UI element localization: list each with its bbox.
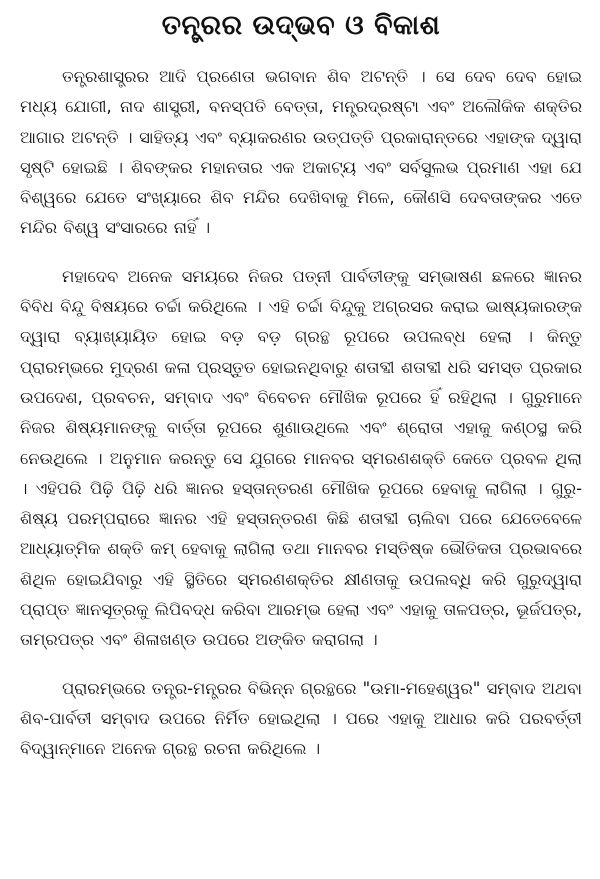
paragraph-3: ପ୍ରାରମ୍ଭରେ ତନ୍ତ୍ର-ମନ୍ତ୍ରର ବିଭିନ୍ନ ଗ୍ରନ୍ଥରେ "ଉମା-ମହେଶ୍ୱର" ସମ୍ବାଦ ଅଥବା ଶିବ-ପାର୍ବତୀ ସମ୍ବାଦ ଉପରେ ନିର୍ମିତ ହୋଇଥିଲା । ପରେ ଏହାକୁ ଆଧାର କରି ପରବର୍ତ୍ତୀ ବିଦ୍ୱାନ୍‌ମାନେ ଅନେକ ଗ୍ରନ୍ଥ ରଚନା କରିଥିଲେ । (20, 678, 582, 759)
page-title: ତନ୍ତ୍ରର ଉଦ୍ଭବ ଓ ବିକାଶ (161, 10, 441, 41)
paragraph-1: ତନ୍ତ୍ରଶାସ୍ତ୍ରର ଆଦି ପ୍ରଣେତା ଭଗବାନ ଶିବ ଅଟନ୍ତି । ସେ ଦେବ ଦେବ ହୋଇ ମଧ୍ୟ ଯୋଗୀ, ନାଦ ଶାସ୍ତ୍ରୀ, ବନସ୍ପତି ବେତ୍ତା, ମନ୍ତ୍ରଦ୍ରଷ୍ଟା ଏବଂ ଅଲୌକିକ ଶକ୍ତିର ଆଗାର ଅଟନ୍ତି । ସାହିତ୍ୟ ଏବଂ ବ୍ୟାକରଣର ଉତ୍ପତ୍ତି ପ୍ରକାରାନ୍ତରେ ଏହାଙ୍କ ଦ୍ୱାରା ସୃଷ୍ଟି ହୋଇଛି । ଶିବଙ୍କର ମହାନତାର ଏକ ଅକାଟ୍ୟ ଏବଂ ସର୍ବସୁଲଭ ପ୍ରମାଣ ଏହା ଯେ ବିଶ୍ୱରେ ଯେତେ ସଂଖ୍ୟାରେ ଶିବ ମନ୍ଦିର ଦେଖିବାକୁ ମିଳେ, କୌଣସି ଦେବତାଙ୍କର ଏତେ ମନ୍ଦିର ବିଶ୍ୱ ସଂସାରରେ ନାହିଁ । (20, 67, 582, 238)
paragraph-2: ମହାଦେବ ଅନେକ ସମୟରେ ନିଜର ପତ୍ନୀ ପାର୍ବତୀଙ୍କୁ ସମ୍ଭାଷଣ ଛଳରେ ଜ୍ଞାନର ବିବିଧ ବିନ୍ଦୁ ବିଷୟରେ ଚର୍ଚ୍ଚା କରିଥିଲେ । ଏହି ଚର୍ଚ୍ଚା ବିନ୍ଦୁକୁ ଅଗ୍ରସର କରାଇ ଭାଷ୍ୟକାରଙ୍କ ଦ୍ୱାରା ବ୍ୟାଖ୍ୟାୟିତ ହୋଇ ବଡ଼ ବଡ଼ ଗ୍ରନ୍ଥ ରୂପରେ ଉପଲବ୍ଧ ହେଲା । କିନ୍ତୁ ପ୍ରାରମ୍ଭରେ ମୁଦ୍ରଣ କଳା ପ୍ରସ୍ତୁତ ହୋଇନଥିବାରୁ ଶତାବ୍ଦୀ ଶତାବ୍ଦୀ ଧରି ସମସ୍ତ ପ୍ରକାର ଉପଦେଶ, ପ୍ରବଚନ, ସମ୍ବାଦ ଏବଂ ବିବେଚନ ମୌଖିକ ରୂପରେ ହିଁ ରହିଥିଲା । ଗୁରୁମାନେ ନିଜର ଶିଷ୍ୟମାନଙ୍କୁ ବାର୍ତ୍ତା ରୂପରେ ଶୁଣାଉଥିଲେ ଏବଂ ଶ୍ରୋତା ଏହାକୁ କଣ୍ଠସ୍ଥ କରି ନେଉଥିଲେ । ଅନୁମାନ କରନ୍ତୁ ସେ ଯୁଗରେ ମାନବର ସ୍ମରଣଶକ୍ତି କେତେ ପ୍ରବଳ ଥିଲା । ଏହିପରି ପିଢ଼ି ପିଢ଼ି ଧରି ଜ୍ଞାନର ହସ୍ତାନ୍ତରଣ ମୌଖିକ ରୂପରେ ହେବାକୁ ଲାଗିଲା । ଗୁରୁ-ଶିଷ୍ୟ ପରମ୍ପରାରେ ଜ୍ଞାନର ଏହି ହସ୍ତାନ୍ତରଣ କିଛି ଶତାବ୍ଦୀ ଚାଲିବା ପରେ ଯେତେବେଳେ ଆଧ୍ୟାତ୍ମିକ ଶକ୍ତି କମ୍ ହେବାକୁ ଲାଗିଲା ତଥା ମାନବର ମସ୍ତିଷ୍କ ଭୌତିକତା ପ୍ରଭାବରେ ଶିଥିଳ ହୋଇଯିବାରୁ ଏହି ସ୍ଥିତିରେ ସ୍ମରଣଶକ୍ତିର କ୍ଷୀଣତାକୁ ଉପଲବ୍ଧି କରି ଗୁରୁଦ୍ୱାରା ପ୍ରାପ୍ତ ଜ୍ଞାନସୂତ୍ରକୁ ଲିପିବଦ୍ଧ କରିବା ଆରମ୍ଭ ହେଲା ଏବଂ ଏହାକୁ ତାଳପତ୍ର, ଭୂର୍ଜପତ୍ର, ତାମ୍ରପତ୍ର ଏବଂ ଶିଳାଖଣ୍ଡ ଉପରେ ଅଙ୍କିତ କରାଗଲା । (20, 266, 582, 650)
body-text (20, 62, 582, 765)
